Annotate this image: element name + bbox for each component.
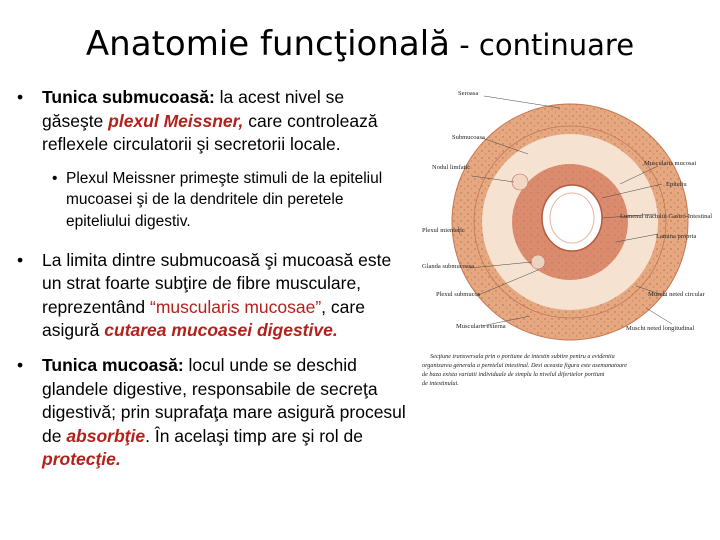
bullet-marker: • xyxy=(52,169,58,187)
bullet-text: locul unde se deschid glandele digestive, responsabile de secreţa digestivă; prin suprafaţa mare asigură procesul de xyxy=(42,354,406,446)
bullet-text: care controlează reflexele circulatorii şi secretorii locale. xyxy=(42,110,378,155)
lymph-node xyxy=(512,174,528,190)
highlight-absorbtie: absorbţie xyxy=(66,425,146,446)
label-lamina-propria: Lamina propria xyxy=(656,233,697,240)
label-glanda-submucoasa: Glanda submucoasa xyxy=(422,263,475,270)
intestine-cross-section-figure xyxy=(410,86,716,408)
title-main: Anatomie funcţională xyxy=(85,24,450,64)
bullet-list xyxy=(14,86,406,483)
highlight-muscularis-mucosae: “muscularis mucosae” xyxy=(150,296,322,317)
figure-caption xyxy=(422,353,627,387)
bullet-muscularis-mucosae xyxy=(14,249,406,343)
label-lumen: Lumenul tractului Gastro-Intestinal xyxy=(620,213,713,220)
label-muscularis-mucosai: Muscularis mucosai xyxy=(644,160,697,167)
bullet-marker: • xyxy=(17,249,24,270)
label-plexul-submucos: Plexul submucos xyxy=(436,291,481,298)
label-seroasa: Seroasa xyxy=(458,90,479,97)
bullet-mucoasa xyxy=(14,354,406,472)
bullet-text: Plexul Meissner primeşte stimuli de la epiteliul mucoasei şi de la dendritele din peretele epiteliului digestiv. xyxy=(66,169,383,230)
label-muscularis-externa: Muscularis externa xyxy=(456,323,506,330)
bullet-text: la acest nivel se găseşte xyxy=(42,87,345,131)
label-muschi-circular: Muschi neted circular xyxy=(648,291,705,298)
label-submucoasa: Submucoasa xyxy=(452,134,485,141)
bullet-marker: • xyxy=(17,87,24,107)
title-continuation: - continuare xyxy=(450,28,635,62)
bullet-text: . În acelaşi timp are şi rol de xyxy=(145,425,363,446)
highlight-plexul-meissner: plexul Meissner, xyxy=(108,110,244,131)
bullet-text: , care asigură xyxy=(42,296,365,341)
label-plexul-mienteric: Plexul mienteric xyxy=(422,227,465,234)
highlight-protectie: protecţie. xyxy=(42,449,121,470)
bullet-submucoasa xyxy=(14,86,406,157)
caption-line: Secţiune transversala prin o portiune de intestin subtire pentru a evidentia xyxy=(430,353,615,360)
caption-line: organizarea generala a peretelui intestinal. Desi aceasta figura este asemanatoare xyxy=(422,362,627,369)
label-muschi-longitudinal: Muschi neted longitudinal xyxy=(626,325,695,332)
bullet-heading: Tunica mucoasă: xyxy=(42,354,184,375)
subbullet-plexul-meissner xyxy=(52,168,406,233)
submucosal-gland xyxy=(531,255,545,269)
slide-title xyxy=(0,18,720,71)
bullet-heading: Tunica submucoasă: xyxy=(42,87,215,107)
highlight-cutarea: cutarea mucoasei digestive. xyxy=(104,320,338,341)
cross-section-diagram xyxy=(410,86,716,408)
caption-line: de baza exista variatii individuale de simplu la nivelul diferitelor portiuni xyxy=(422,371,605,378)
bullet-text: La limita dintre submucoasă şi mucoasă este un strat foarte subţire de fibre musculare, reprezentând xyxy=(42,249,392,317)
bullet-marker: • xyxy=(17,354,24,375)
label-epiteliu: Epiteliu xyxy=(666,181,687,188)
caption-line: de intestinului. xyxy=(422,380,459,387)
label-nodul-limfatic: Nodul limfatic xyxy=(432,164,471,171)
